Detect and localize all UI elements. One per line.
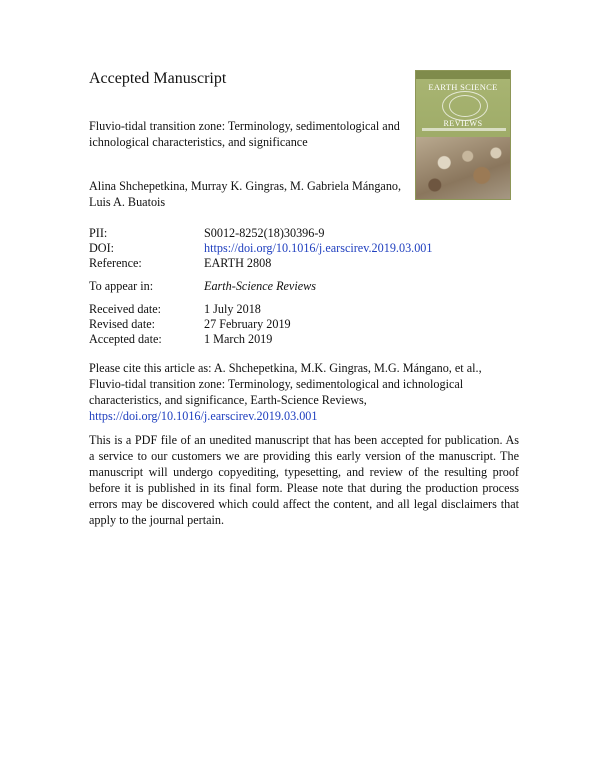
journal-cover-image [415, 70, 511, 200]
cover-photo [416, 137, 510, 200]
received-label: Received date: [89, 302, 162, 316]
cover-top-bar [416, 71, 510, 79]
cover-journal-title: EARTH SCIENCE [428, 82, 498, 92]
pii-label: PII: [89, 226, 108, 240]
cover-globe-inner-graphic [449, 95, 481, 117]
journal-name: Earth-Science Reviews [204, 279, 317, 293]
accepted-label: Accepted date: [89, 332, 162, 346]
article-title: Fluvio-tidal transition zone: Terminology, sedimentological and ichnological characteristics, and significance [89, 119, 400, 149]
page-heading: Accepted Manuscript [89, 70, 227, 87]
citation-paragraph [89, 360, 519, 424]
appear-label: To appear in: [89, 279, 154, 293]
disclaimer-paragraph: This is a PDF file of an unedited manuscript that has been accepted for publication. As a service to our customers we are providing this early version of the manuscript. The manuscript will undergo copyediting, typesetting, and review of the resulting proof before it is published in its final form. Please note that during the production process errors may be discovered which could affect the content, and all legal disclaimers that apply to the journal pertain. [89, 433, 519, 527]
cover-journal-subtitle: REVIEWS [443, 119, 483, 128]
cover-divider [422, 128, 506, 131]
citation-text: Please cite this article as: A. Shchepetkina, M.K. Gingras, M.G. Mángano, et al., Fluvio-tidal transition zone: Terminology, sedimentological and ichnological characteristics, and significance, Earth-Science Reviews, [89, 361, 482, 407]
authors: Alina Shchepetkina, Murray K. Gingras, M. Gabriela Mángano, Luis A. Buatois [89, 179, 402, 209]
reference-label: Reference: [89, 256, 142, 270]
pii-value: S0012-8252(18)30396-9 [204, 226, 325, 240]
doi-label: DOI: [89, 241, 115, 255]
received-value: 1 July 2018 [204, 302, 261, 316]
revised-label: Revised date: [89, 317, 155, 331]
reference-value: EARTH 2808 [204, 256, 272, 270]
citation-doi-link[interactable]: https://doi.org/10.1016/j.earscirev.2019.03.001 [89, 409, 318, 423]
accepted-value: 1 March 2019 [204, 332, 273, 346]
doi-link[interactable]: https://doi.org/10.1016/j.earscirev.2019.03.001 [204, 241, 433, 255]
revised-value: 27 February 2019 [204, 317, 291, 331]
